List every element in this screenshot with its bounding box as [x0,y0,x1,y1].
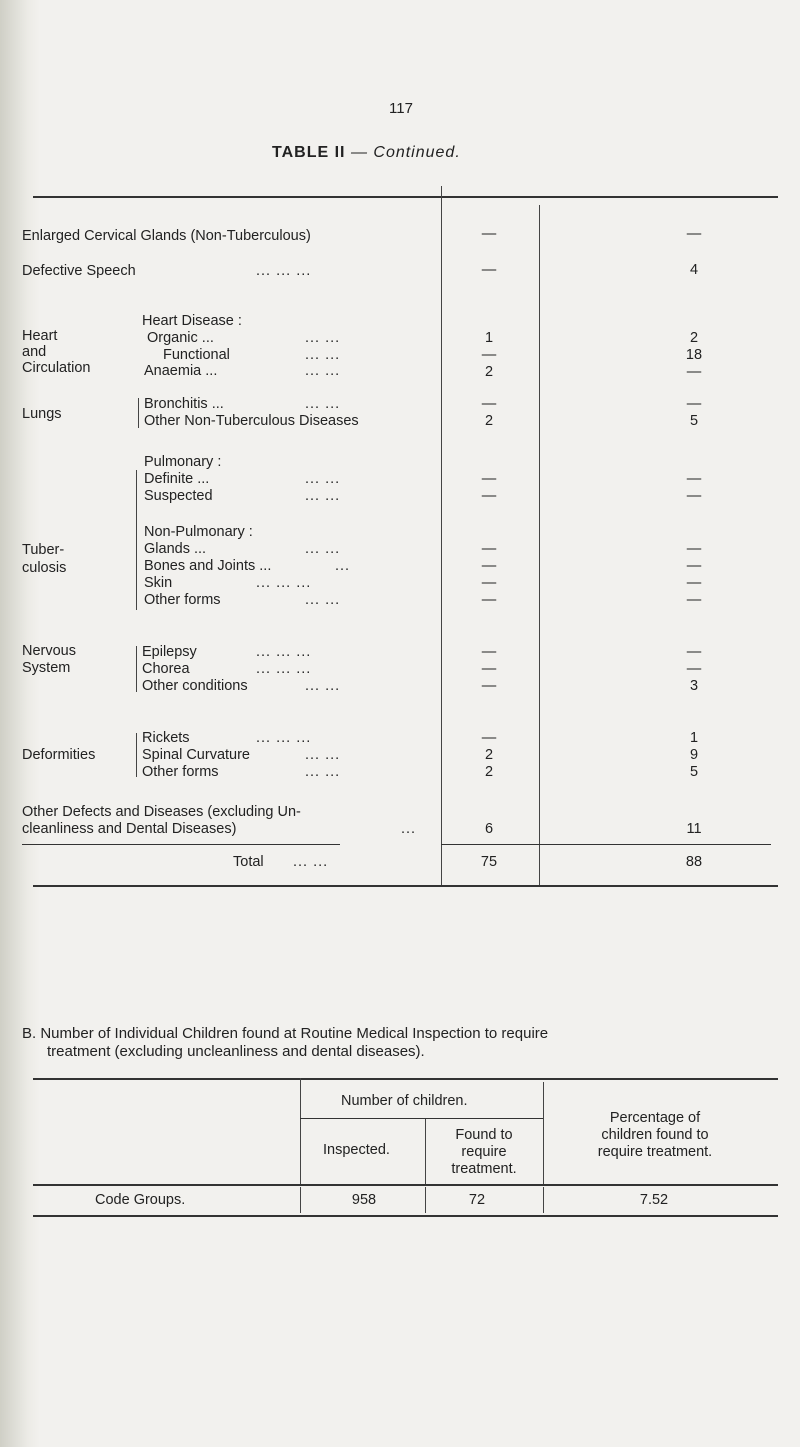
row-functional-a: — [481,347,497,363]
b-header-subrule [300,1118,543,1119]
row-other-defects-line1: Other Defects and Diseases (excluding Un- [22,804,301,820]
group-heart-line3: Circulation [22,360,91,376]
section-b-heading-line2: treatment (excluding uncleanliness and dental diseases). [47,1043,425,1060]
deformities-brace [136,733,137,777]
page-number: 117 [389,100,413,117]
row-other-defects-a: 6 [484,821,494,837]
tuberculosis-brace [136,470,137,610]
row-organic-label: Organic ... [147,330,214,346]
row-cervical-a: — [481,226,497,242]
group-deformities: Deformities [22,747,96,763]
row-lungs-other-b: 5 [689,413,699,429]
row-tb-other-dots: ... ... [305,592,341,608]
b-header-found [444,1127,524,1178]
row-glands-label: Glands ... [144,541,207,557]
row-tb-other-a: — [481,592,497,608]
group-nervous [22,643,76,677]
table-top-rule [33,196,778,198]
row-spinal-a: 2 [484,747,494,763]
total-rule-b [539,844,771,845]
row-total-label: Total [233,854,264,870]
row-total-dots: ... ... [293,854,329,870]
row-anaemia-label: Anaemia ... [144,363,218,379]
row-nervous-other-label: Other conditions [142,678,248,694]
row-glands-a: — [481,541,497,557]
row-bones-a: — [481,558,497,574]
row-rickets-a: — [481,730,497,746]
b-header-percentage [550,1110,760,1161]
row-skin-dots: ... ... ... [256,575,312,591]
row-spinal-label: Spinal Curvature [142,747,250,763]
row-functional-dots: ... ... [305,347,341,363]
row-bones-b: — [686,558,702,574]
b-row-code-groups-label: Code Groups. [95,1192,186,1208]
row-deformities-other-dots: ... ... [305,764,341,780]
page-edge-shadow [0,0,40,1447]
non-pulmonary-heading: Non-Pulmonary : [144,524,253,540]
row-anaemia-dots: ... ... [305,363,341,379]
row-chorea-label: Chorea [142,661,190,677]
b-header-percentage-line3: require treatment. [597,1144,713,1160]
row-suspected-a: — [481,488,497,504]
row-lungs-other-label: Other Non-Tuberculous Diseases [144,413,359,429]
row-chorea-a: — [481,661,497,677]
b-row-divider-2 [425,1187,426,1213]
row-spinal-b: 9 [689,747,699,763]
row-glands-dots: ... ... [305,541,341,557]
row-deformities-other-a: 2 [484,764,494,780]
row-suspected-dots: ... ... [305,488,341,504]
section-b-heading-line1: B. Number of Individual Children found at Routine Medical Inspection to require [22,1025,549,1042]
b-divider-1 [300,1078,301,1184]
row-organic-dots: ... ... [305,330,341,346]
row-definite-a: — [481,471,497,487]
row-tb-other-b: — [686,592,702,608]
row-rickets-b: 1 [689,730,699,746]
b-row-divider-1 [300,1187,301,1213]
table-bottom-rule [33,885,778,887]
row-definite-label: Definite ... [144,471,210,487]
row-suspected-label: Suspected [144,488,213,504]
row-lungs-other-a: 2 [484,413,494,429]
group-nervous-line1: Nervous [22,643,76,659]
row-epilepsy-b: — [686,644,702,660]
row-organic-b: 2 [689,330,699,346]
b-header-found-line1: Found to [455,1127,513,1143]
row-speech-label: Defective Speech [22,263,136,279]
nervous-brace [136,646,137,692]
lungs-brace [138,398,139,428]
b-divider-3 [543,1082,544,1184]
row-epilepsy-label: Epilepsy [142,644,197,660]
row-other-defects-line2: cleanliness and Dental Diseases) [22,821,237,837]
group-tuberculosis-line1: Tuber- [22,542,65,558]
row-nervous-other-a: — [481,678,497,694]
b-row-found: 72 [468,1192,486,1208]
b-header-bottom-rule [33,1184,778,1186]
row-other-defects-b: 11 [686,821,702,837]
pulmonary-heading: Pulmonary : [144,454,222,470]
row-cervical-label: Enlarged Cervical Glands (Non-Tuberculous) [22,228,311,244]
table-title-suffix: — Continued. [350,144,461,161]
table-title-main: TABLE II [272,144,346,161]
row-organic-a: 1 [484,330,494,346]
row-total-a: 75 [480,854,498,870]
table-title [272,144,461,162]
total-rule-left [22,844,340,845]
row-bones-dots: ... [335,558,351,574]
row-suspected-b: — [686,488,702,504]
row-cervical-b: — [686,226,702,242]
row-other-defects-dots: ... [401,821,417,837]
row-skin-label: Skin [144,575,173,591]
total-rule-a [441,844,539,845]
b-header-percentage-line2: children found to [601,1127,709,1143]
row-definite-dots: ... ... [305,471,341,487]
row-nervous-other-dots: ... ... [305,678,341,694]
heart-disease-heading: Heart Disease : [142,313,242,329]
column-divider-b [539,205,540,885]
row-speech-dots: ... ... ... [256,263,312,279]
b-header-number-of-children: Number of children. [341,1093,468,1109]
row-anaemia-a: 2 [484,364,494,380]
b-header-found-line2: require [461,1144,507,1160]
b-header-inspected: Inspected. [323,1142,390,1158]
column-divider-a [441,186,442,886]
row-bronchitis-label: Bronchitis ... [144,396,224,412]
row-functional-label: Functional [163,347,230,363]
b-header-found-line3: treatment. [451,1161,517,1177]
row-definite-b: — [686,471,702,487]
group-heart [22,328,91,376]
b-header-percentage-line1: Percentage of [609,1110,701,1126]
group-tuberculosis-line2: culosis [22,560,67,576]
row-deformities-other-b: 5 [689,764,699,780]
row-bronchitis-b: — [686,396,702,412]
group-lungs: Lungs [22,406,62,422]
row-bronchitis-dots: ... ... [305,396,341,412]
row-chorea-dots: ... ... ... [256,661,312,677]
group-heart-line2: and [22,344,47,360]
row-bones-label: Bones and Joints ... [144,558,272,574]
b-row-divider-3 [543,1187,544,1213]
row-glands-b: — [686,541,702,557]
group-tuberculosis [22,541,66,577]
group-heart-line1: Heart [22,328,58,344]
b-table-bottom-rule [33,1215,778,1217]
row-speech-a: — [481,262,497,278]
row-speech-b: 4 [689,262,699,278]
b-row-inspected: 958 [351,1192,377,1208]
row-epilepsy-a: — [481,644,497,660]
group-nervous-line2: System [22,660,71,676]
row-bronchitis-a: — [481,396,497,412]
b-table-top-rule [33,1078,778,1080]
row-rickets-label: Rickets [142,730,190,746]
row-anaemia-b: — [686,364,702,380]
row-skin-b: — [686,575,702,591]
row-epilepsy-dots: ... ... ... [256,644,312,660]
b-row-percentage: 7.52 [639,1192,669,1208]
b-divider-2 [425,1118,426,1184]
row-rickets-dots: ... ... ... [256,730,312,746]
row-tb-other-label: Other forms [144,592,221,608]
row-spinal-dots: ... ... [305,747,341,763]
row-skin-a: — [481,575,497,591]
row-nervous-other-b: 3 [689,678,699,694]
row-functional-b: 18 [685,347,703,363]
row-deformities-other-label: Other forms [142,764,219,780]
row-total-b: 88 [685,854,703,870]
row-chorea-b: — [686,661,702,677]
